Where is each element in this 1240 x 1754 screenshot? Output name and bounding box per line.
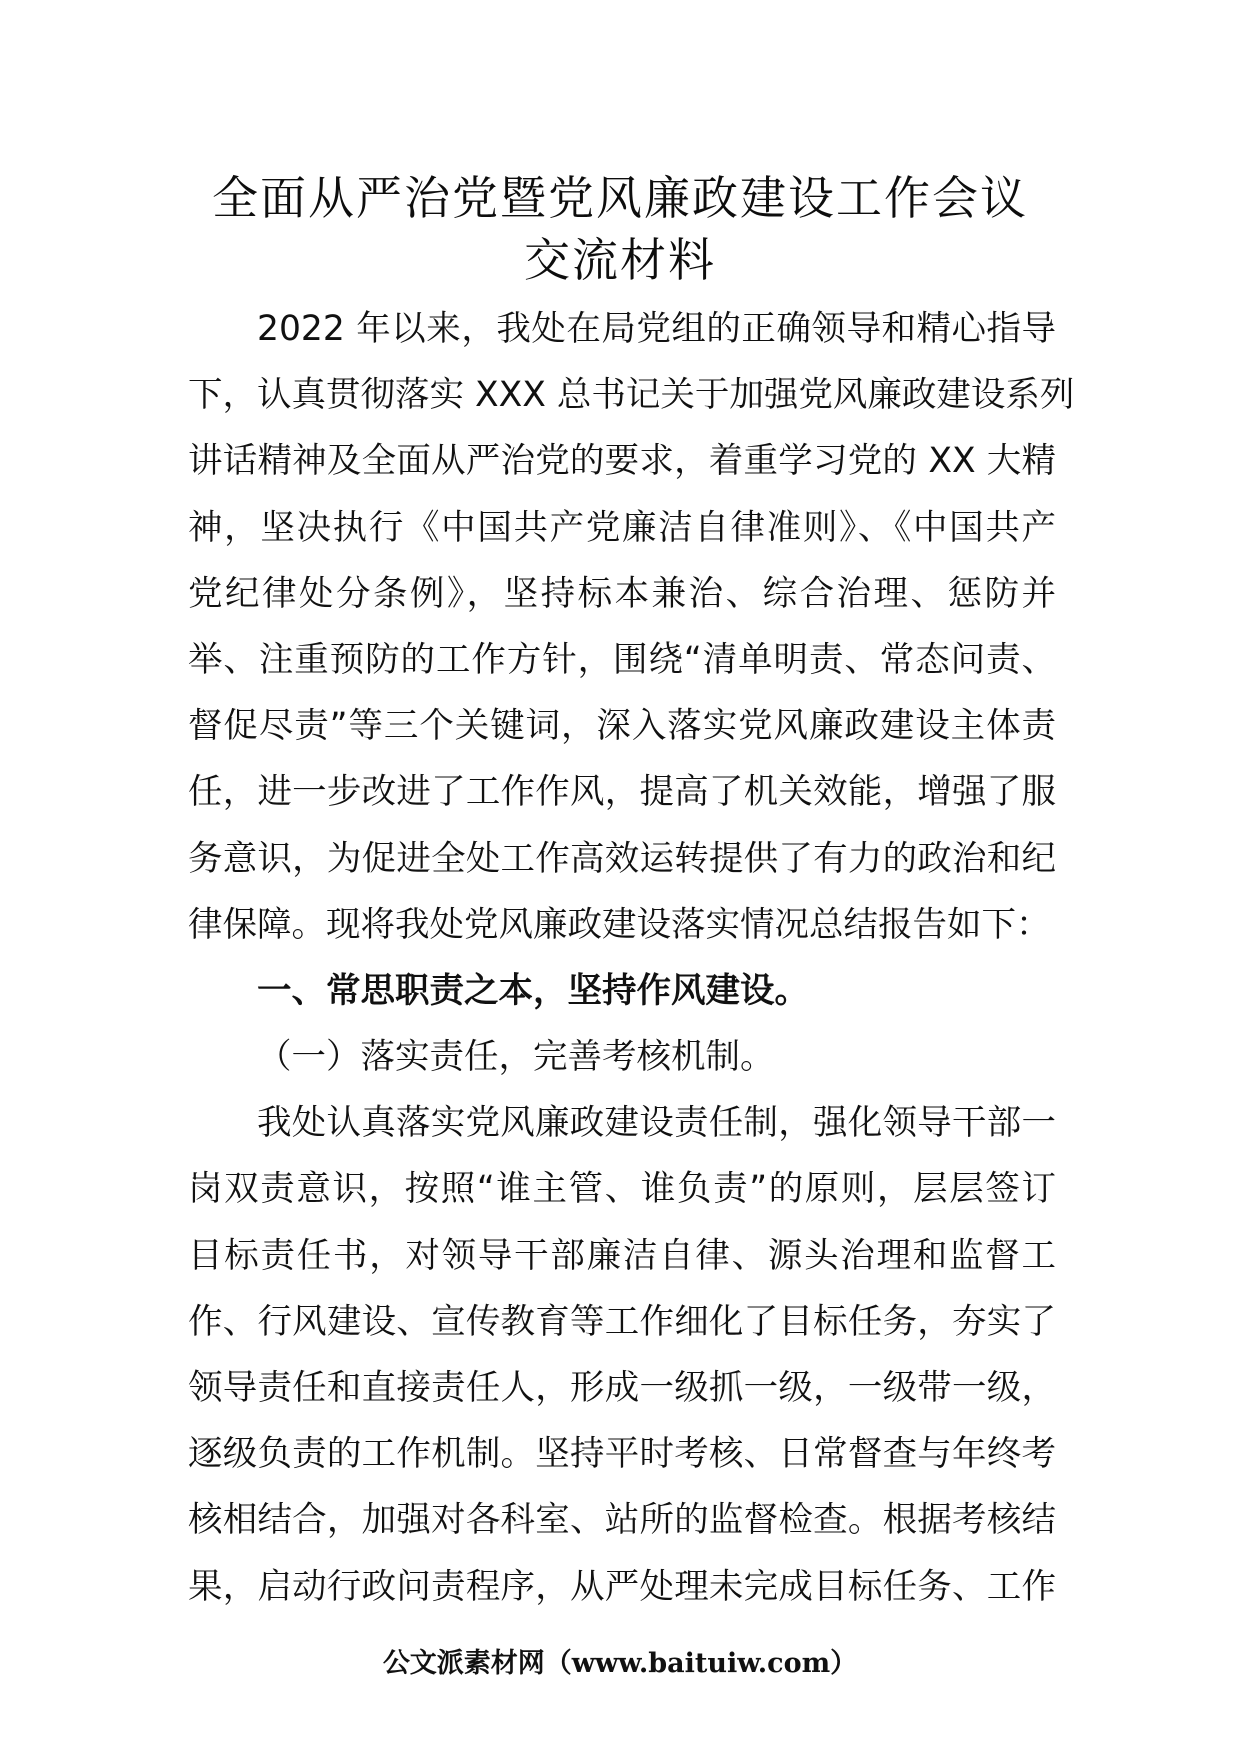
paragraph-1-line: 律保障。现将我处党风廉政建设落实情况总结报告如下： xyxy=(188,904,1051,945)
paragraph-1-line: 举、注重预防的工作方针，围绕“清单明责、常态问责、 xyxy=(188,639,1056,680)
document-body xyxy=(188,296,1075,1620)
paragraph-2-line: 逐级负责的工作机制。坚持平时考核、日常督查与年终考 xyxy=(188,1434,1056,1475)
document-title-line-1: 全面从严治党暨党风廉政建设工作会议 xyxy=(212,171,1028,225)
paragraph-2-line: 我处认真落实党风廉政建设责任制，强化领导干部一 xyxy=(257,1103,1056,1144)
paragraph-1-line: 党纪律处分条例》，坚持标本兼治、综合治理、惩防并 xyxy=(188,573,1056,614)
section-heading-1: 一、常思职责之本，坚持作风建设。 xyxy=(257,970,809,1011)
paragraph-1-line: 神，坚决执行《中国共产党廉洁自律准则》、《中国共产 xyxy=(188,507,1056,548)
paragraph-2-line: 领导责任和直接责任人，形成一级抓一级，一级带一级， xyxy=(188,1368,1056,1408)
paragraph-1-line: 任，进一步改进了工作作风，提高了机关效能，增强了服 xyxy=(188,772,1056,813)
footer-watermark: 公文派素材网（www.baituiw.com） xyxy=(382,1648,858,1679)
section-heading-2: （一）落实责任，完善考核机制。 xyxy=(257,1037,775,1078)
paragraph-2-line: 核相结合，加强对各科室、站所的监督检查。根据考核结 xyxy=(188,1500,1056,1541)
paragraph-1-line: 督促尽责”等三个关键词，深入落实党风廉政建设主体责 xyxy=(188,706,1056,747)
paragraph-1-line: 讲话精神及全面从严治党的要求，着重学习党的 XX 大精 xyxy=(188,441,1056,482)
paragraph-1-line: 下，认真贯彻落实 XXX 总书记关于加强党风廉政建设系列 xyxy=(188,375,1075,416)
document-title-line-2: 交流材料 xyxy=(524,233,716,287)
paragraph-2-line: 岗双责意识，按照“谁主管、谁负责”的原则，层层签订 xyxy=(188,1169,1056,1210)
paragraph-2-line: 作、行风建设、宣传教育等工作细化了目标任务，夯实了 xyxy=(188,1301,1056,1342)
paragraph-1-line: 2022 年以来，我处在局党组的正确领导和精心指导 xyxy=(257,309,1056,349)
paragraph-2-line: 目标责任书，对领导干部廉洁自律、源头治理和监督工 xyxy=(188,1235,1056,1276)
paragraph-2-line: 果，启动行政问责程序，从严处理未完成目标任务、工作 xyxy=(188,1566,1056,1607)
paragraph-1-line: 务意识，为促进全处工作高效运转提供了有力的政治和纪 xyxy=(188,838,1056,879)
